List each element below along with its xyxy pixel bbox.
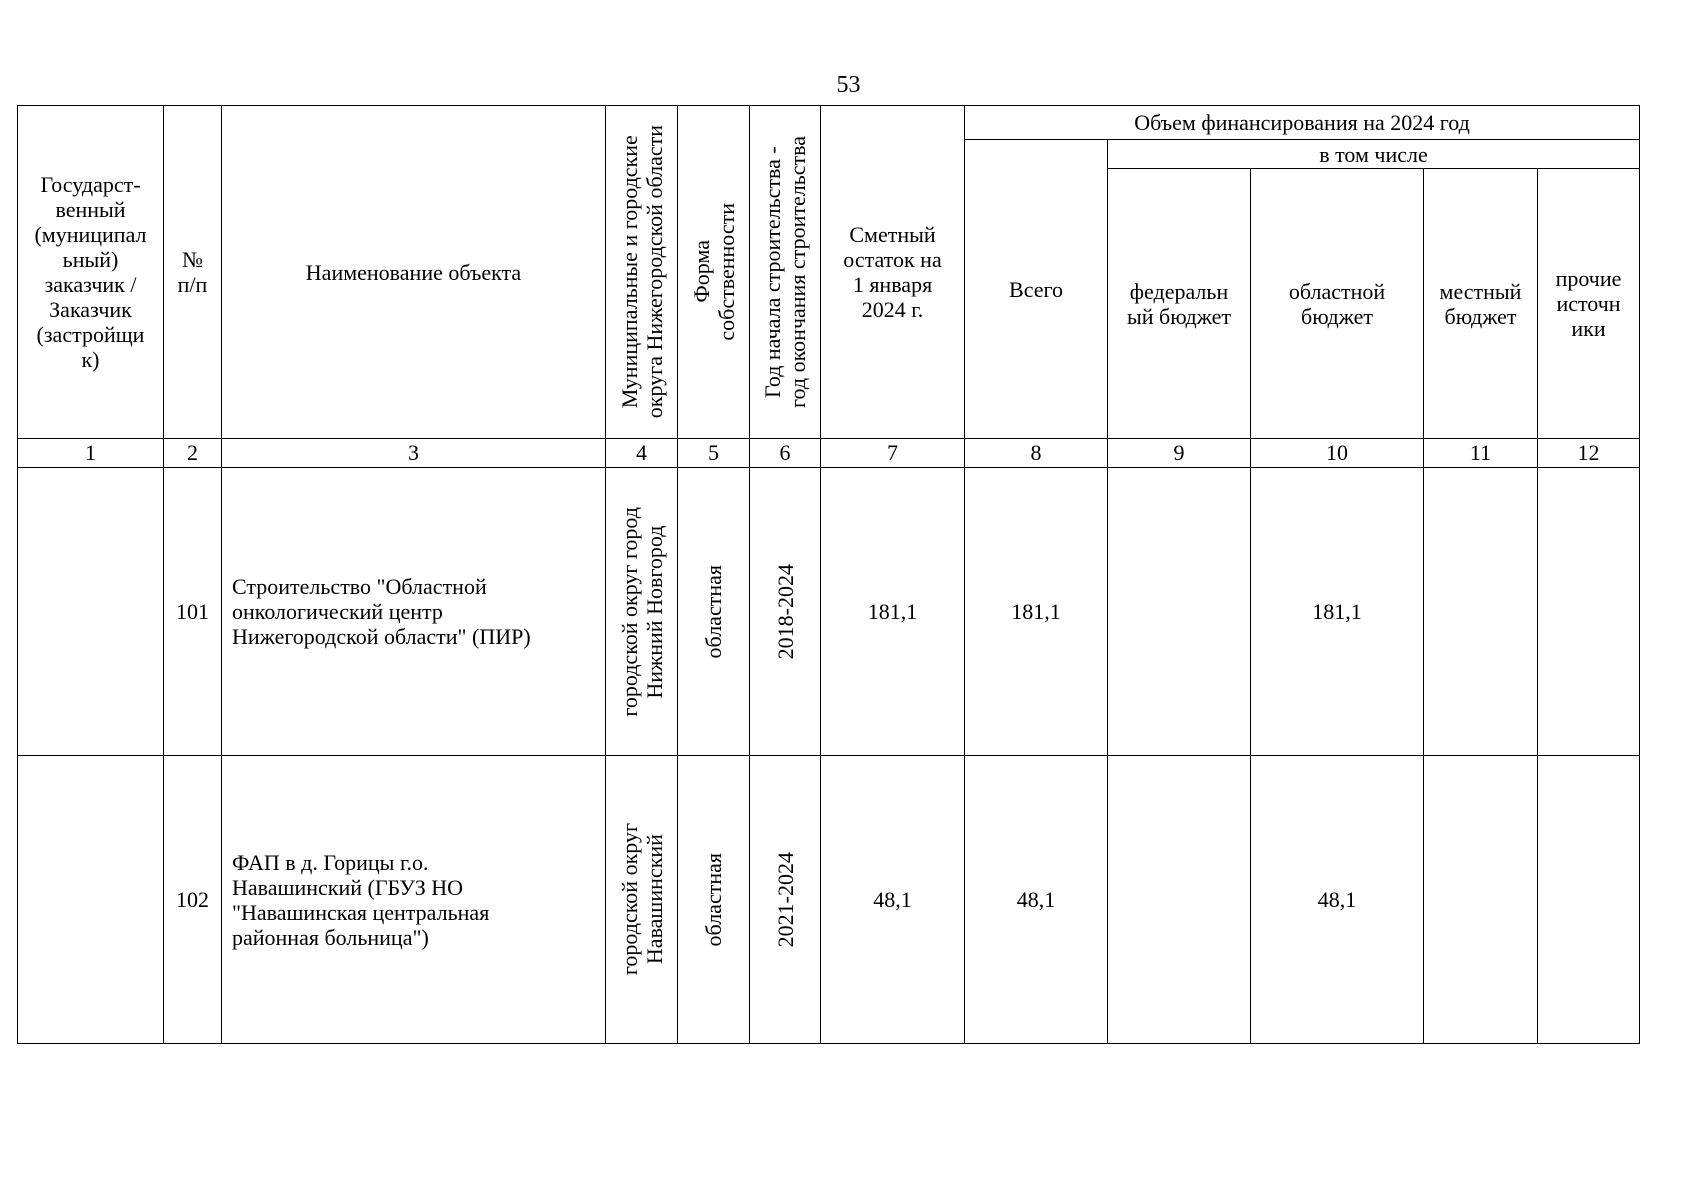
cell-ownership: областная [678, 756, 750, 1044]
cell-customer [18, 756, 164, 1044]
cell-federal [1108, 756, 1251, 1044]
cell-balance: 48,1 [821, 756, 965, 1044]
cell-regional: 48,1 [1251, 756, 1424, 1044]
column-number: 8 [965, 439, 1108, 468]
column-number: 1 [18, 439, 164, 468]
header-federal: федеральн ый бюджет [1108, 169, 1251, 439]
column-number: 5 [678, 439, 750, 468]
header-local: местный бюджет [1424, 169, 1538, 439]
cell-customer [18, 468, 164, 756]
cell-ownership: областная [678, 468, 750, 756]
column-number: 4 [606, 439, 678, 468]
header-num: № п/п [164, 106, 222, 439]
column-number: 12 [1538, 439, 1640, 468]
header-including: в том числе [1108, 140, 1640, 169]
cell-regional: 181,1 [1251, 468, 1424, 756]
header-customer: Государст- венный (муниципал ьный) заказчик / Заказчик (застройщи к) [18, 106, 164, 439]
page-number: 53 [836, 72, 861, 98]
table-row [18, 468, 1640, 756]
header-row-top [18, 106, 1640, 140]
column-number: 10 [1251, 439, 1424, 468]
column-number-row [18, 439, 1640, 468]
financing-table [17, 105, 1640, 1044]
header-financing: Объем финансирования на 2024 год [965, 106, 1640, 140]
header-other: прочие источн ики [1538, 169, 1640, 439]
cell-num: 102 [164, 756, 222, 1044]
column-number: 9 [1108, 439, 1251, 468]
header-object-name: Наименование объекта [222, 106, 606, 439]
header-municipal: Муниципальные и городские округа Нижегородской области [606, 106, 678, 439]
cell-local [1424, 756, 1538, 1044]
header-regional: областной бюджет [1251, 169, 1424, 439]
cell-local [1424, 468, 1538, 756]
cell-municipality: городской округ Навашинский [606, 756, 678, 1044]
column-number: 2 [164, 439, 222, 468]
cell-total: 181,1 [965, 468, 1108, 756]
cell-other [1538, 468, 1640, 756]
column-number: 3 [222, 439, 606, 468]
column-number: 6 [750, 439, 821, 468]
cell-municipality: городской округ город Нижний Новгород [606, 468, 678, 756]
cell-num: 101 [164, 468, 222, 756]
header-total: Всего [965, 140, 1108, 439]
table-row [18, 756, 1640, 1044]
cell-years: 2018-2024 [750, 468, 821, 756]
column-number: 7 [821, 439, 965, 468]
cell-total: 48,1 [965, 756, 1108, 1044]
header-years: Год начала строительства - год окончания строительства [750, 106, 821, 439]
cell-federal [1108, 468, 1251, 756]
cell-object-name: Строительство "Областной онкологический центр Нижегородской области" (ПИР) [222, 468, 606, 756]
column-number: 11 [1424, 439, 1538, 468]
cell-other [1538, 756, 1640, 1044]
cell-object-name: ФАП в д. Горицы г.о. Навашинский (ГБУЗ НО "Навашинская центральная районная больница") [222, 756, 606, 1044]
cell-years: 2021-2024 [750, 756, 821, 1044]
header-ownership: Форма собственности [678, 106, 750, 439]
cell-balance: 181,1 [821, 468, 965, 756]
header-balance: Сметный остаток на 1 января 2024 г. [821, 106, 965, 439]
